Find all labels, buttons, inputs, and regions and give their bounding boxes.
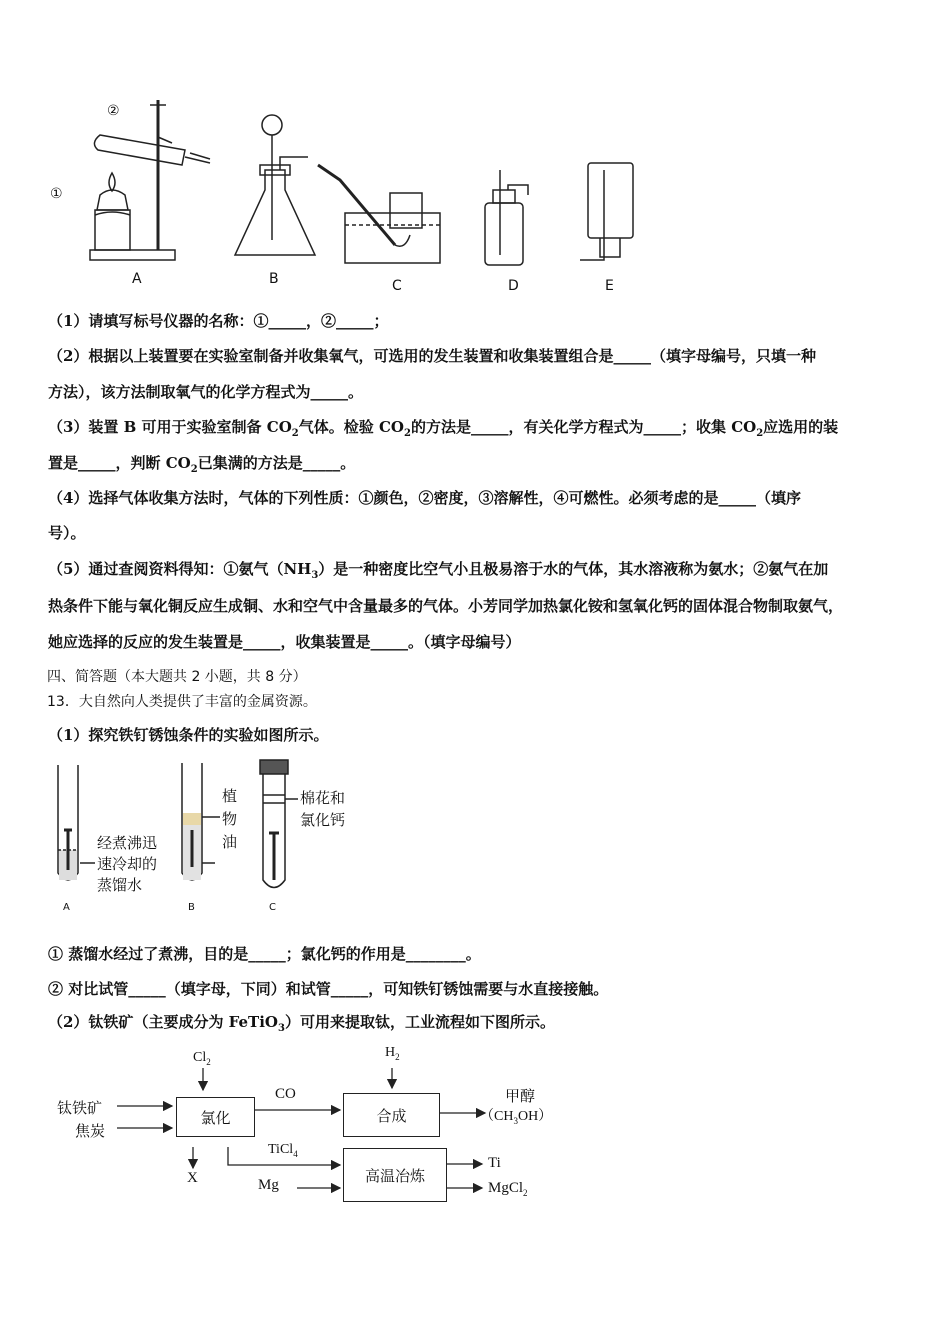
mgcl2-label: MgCl$_2$: [488, 1180, 528, 1198]
q12-part1: （1）请填写标号仪器的名称：①_____，②_____；: [48, 312, 389, 330]
ti-label: Ti: [488, 1155, 501, 1171]
apparatus-labels: [50, 103, 614, 294]
ticl4-label: TiCl$_4$: [268, 1142, 298, 1159]
cl2-label: $Cl_2$: [193, 1050, 211, 1067]
apparatus-label-d: D: [508, 278, 519, 294]
water-label-line2: 速冷却的: [97, 855, 158, 873]
x-label: X: [187, 1170, 198, 1186]
stand-base: [90, 250, 175, 260]
ore-label: 钛铁矿: [57, 1099, 103, 1117]
rust-experiment-figure: [50, 755, 370, 920]
water-label-line3: 蒸馏水: [97, 876, 143, 894]
q13-sub1: ① 蒸馏水经过了煮沸，目的是_____；氯化钙的作用是________。: [48, 945, 481, 963]
q12-part5-line3: 她应选择的反应的发生装置是_____，收集装置是_____。（填字母编号）: [48, 633, 521, 651]
q12-part2-line1: （2）根据以上装置要在实验室制备并收集氧气，可选用的发生装置和收集装置组合是_____（填字母编号，只填一种: [48, 347, 816, 365]
q13-title: 13．大自然向人类提供了丰富的金属资源。: [47, 694, 317, 710]
apparatus-label-a: A: [132, 271, 142, 287]
q13-part2: （2）钛铁矿（主要成分为 FeTiO$_3$）可用来提取钛，工业流程如下图所示。: [48, 1013, 555, 1034]
mark-1-label: ①: [50, 186, 63, 202]
oil-label-line3: 油: [222, 833, 238, 851]
cotton-label-line2: 氯化钙: [300, 811, 346, 829]
chlorination-box: 氯化: [176, 1097, 255, 1137]
methanol-formula: $(CH_3OH)$: [480, 1109, 553, 1126]
q12-part4-line2: 号）。: [48, 524, 86, 542]
tube-a-label: A: [63, 902, 70, 913]
section-4-heading: 四、简答题（本大题共 2 小题，共 8 分）: [47, 669, 307, 685]
oil-label-line2: 物: [222, 810, 238, 828]
q12-part3-line1: （3）装置 B 可用于实验室制备 $CO_2$气体。检验 $CO_2$的方法是_____，有关化学方程式为_____；收集 $CO_2$应选用的装: [48, 418, 839, 439]
h2-label: $H_2$: [385, 1045, 400, 1062]
q12-part2-line2: 方法），该方法制取氧气的化学方程式为_____。: [48, 383, 364, 401]
tube-c-label: C: [269, 902, 276, 913]
q13-part1: （1）探究铁钉锈蚀条件的实验如图所示。: [48, 726, 329, 744]
co-label: CO: [275, 1086, 296, 1102]
q12-part5-line2: 热条件下能与氧化铜反应生成铜、水和空气中含量最多的气体。小芳同学加热氯化铵和氢氧化钙的固体混合物制取氨气，: [48, 597, 844, 615]
mg-label: Mg: [258, 1177, 279, 1193]
mark-2-label: ②: [107, 103, 120, 119]
cotton-label-line1: 棉花和: [300, 789, 346, 807]
oil-label-line1: 植: [222, 787, 238, 805]
q13-sub2: ② 对比试管_____（填字母，下同）和试管_____，可知铁钉锈蚀需要与水直接接触。: [48, 980, 609, 998]
tube-b-label: B: [188, 902, 195, 913]
apparatus-label-c: C: [392, 278, 402, 294]
water-label-line1: 经煮沸迅: [97, 834, 158, 852]
coke-label: 焦炭: [75, 1122, 106, 1140]
smelting-box: 高温冶炼: [343, 1148, 447, 1202]
synthesis-box: 合成: [343, 1093, 440, 1137]
apparatus-figure: [50, 95, 650, 295]
q12-part5-line1: （5）通过查阅资料得知：①氨气$(NH_3)$是一种密度比空气小且极易溶于水的气体，其水溶液称为氨水；②氨气在加: [48, 560, 829, 581]
q12-part4-line1: （4）选择气体收集方法时，气体的下列性质：①颜色，②密度，③溶解性，④可燃性。必须考虑的是_____（填序: [48, 489, 801, 507]
methanol-label: 甲醇: [505, 1087, 536, 1105]
apparatus-label-e: E: [605, 278, 614, 294]
apparatus-label-b: B: [269, 271, 279, 287]
q12-part3-line2: 置是_____，判断 $CO_2$已集满的方法是_____。: [48, 454, 356, 475]
